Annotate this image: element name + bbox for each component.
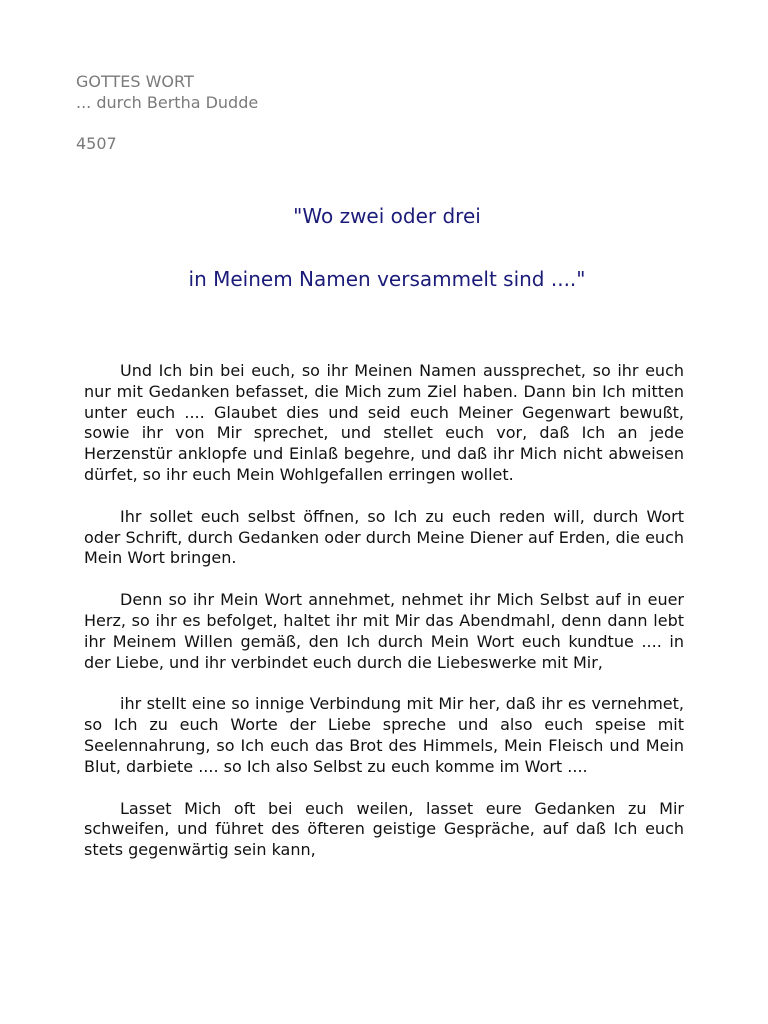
paragraph: ihr stellt eine so innige Verbindung mit Mir her, daß ihr es vernehmet, so Ich zu euch Worte der Liebe spreche und also euch speise mit Seelennahrung, so Ich euch das Brot des Himmels, Mein Fleisch und Mein Blut, darbiete .... so Ich also Selbst zu euch komme im Wort ....	[84, 694, 684, 776]
paragraph: Ihr sollet euch selbst öffnen, so Ich zu euch reden will, durch Wort oder Schrift, durch Gedanken oder durch Meine Diener auf Erden, die euch Mein Wort bringen.	[84, 506, 684, 568]
paragraph: Denn so ihr Mein Wort annehmet, nehmet ihr Mich Selbst auf in euer Herz, so ihr es befolget, haltet ihr mit Mir das Abendmahl, denn dann lebt ihr Meinem Willen gemäß, den Ich durch Mein Wort euch kundtue .... in der Liebe, und ihr verbindet euch durch die Liebeswerke mit Mir,	[84, 590, 684, 672]
paragraph: Und Ich bin bei euch, so ihr Meinen Namen aussprechet, so ihr euch nur mit Gedanken befasset, die Mich zum Ziel haben. Dann bin Ich mitten unter euch .... Glaubet dies und seid euch Meiner Gegenwart bewußt, sowie ihr von Mir sprechet, und stellet euch vor, daß Ich an jede Herzenstür anklopfe und Einlaß begehre, und daß ihr Mich nicht abweisen dürfet, so ihr euch Mein Wohlgefallen erringen wollet.	[84, 361, 684, 484]
paragraph: Lasset Mich oft bei euch weilen, lasset eure Gedanken zu Mir schweifen, und führet des öfteren geistige Gespräche, auf daß Ich euch stets gegenwärtig sein kann,	[84, 798, 684, 860]
heading-line-1: "Wo zwei oder drei	[293, 204, 481, 228]
heading-line-2: in Meinem Namen versammelt sind ...."	[188, 267, 586, 291]
document-series-title: GOTTES WORT	[76, 72, 194, 91]
document-number: 4507	[76, 134, 117, 153]
document-author: ... durch Bertha Dudde	[76, 93, 259, 112]
body-text	[84, 361, 684, 861]
